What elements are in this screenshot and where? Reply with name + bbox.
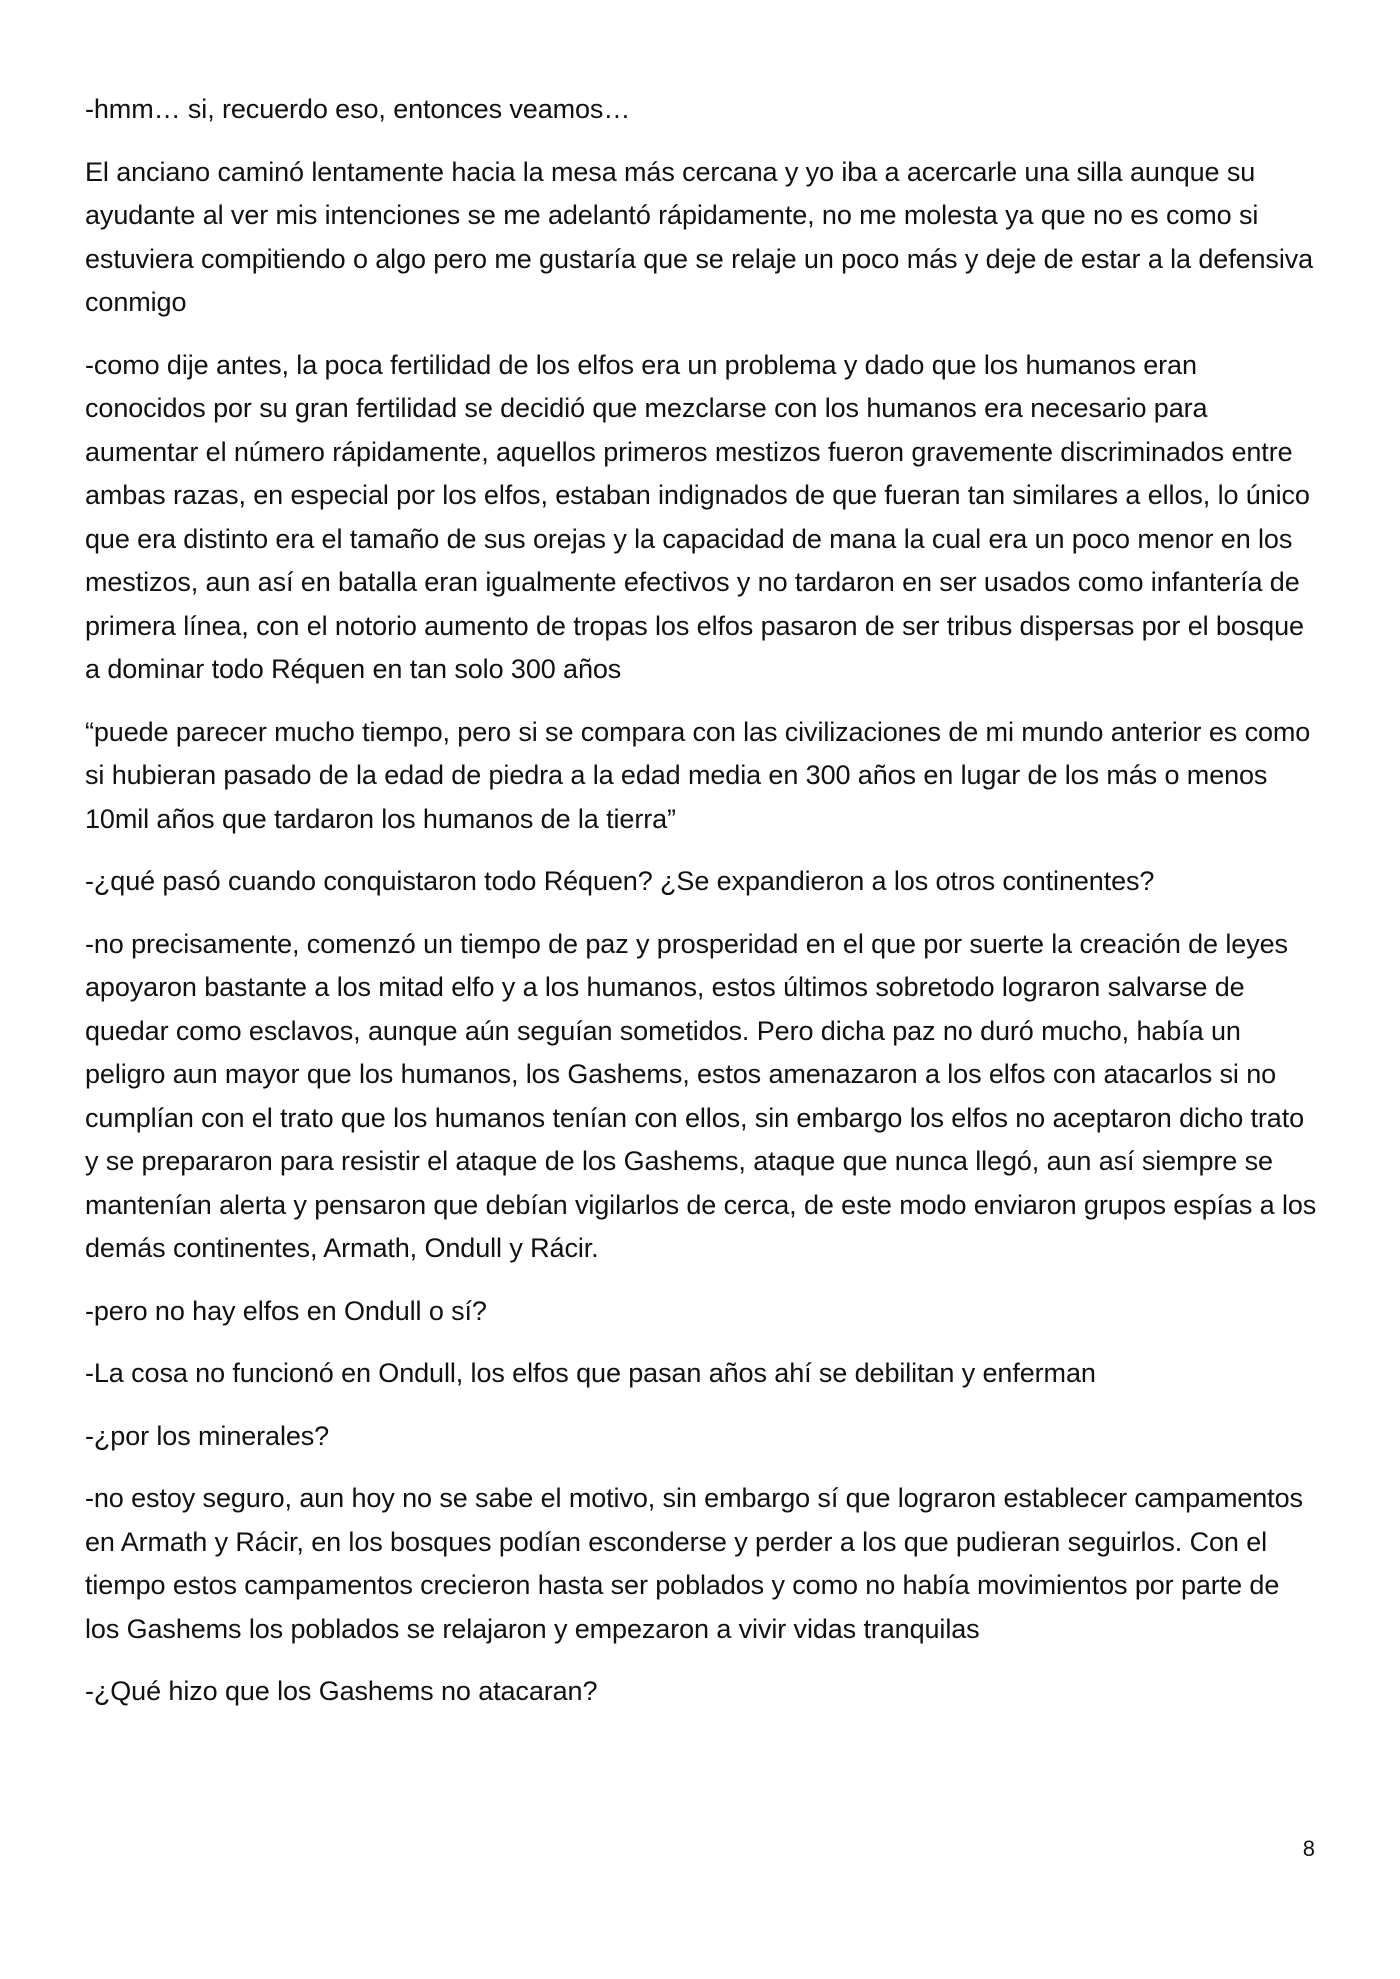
paragraph: -¿Qué hizo que los Gashems no atacaran? — [85, 1676, 598, 1706]
paragraph: -no estoy seguro, aun hoy no se sabe el motivo, sin embargo sí que lograron establecer campamentos en Armath y Rácir, en los bosques podían esconderse y perder a los que pudieran seguirlos. Con el tiempo estos campamentos crecieron hasta ser poblados y como no había movimientos por parte de los Gashems los poblados se relajaron y empezaron a vivir vidas tranquilas — [85, 1483, 1303, 1644]
document-body — [85, 88, 1320, 1733]
paragraph: -como dije antes, la poca fertilidad de los elfos era un problema y dado que los humanos eran conocidos por su gran fertilidad se decidió que mezclarse con los humanos era necesario para aumentar el número rápidamente, aquellos primeros mestizos fueron gravemente discriminados entre ambas razas, en especial por los elfos, estaban indignados de que fueran tan similares a ellos, lo único que era distinto era el tamaño de sus orejas y la capacidad de mana la cual era un poco menor en los mestizos, aun así en batalla eran igualmente efectivos y no tardaron en ser usados como infantería de primera línea, con el notorio aumento de tropas los elfos pasaron de ser tribus dispersas por el bosque a dominar todo Réquen en tan solo 300 años — [85, 349, 1310, 684]
paragraph: -¿por los minerales? — [85, 1420, 330, 1451]
paragraph: -La cosa no funcionó en Ondull, los elfos que pasan años ahí se debilitan y enferman — [85, 1358, 1096, 1388]
page-number: 8 — [1302, 1836, 1315, 1861]
paragraph: -pero no hay elfos en Ondull o sí? — [85, 1295, 487, 1326]
paragraph: -no precisamente, comenzó un tiempo de paz y prosperidad en el que por suerte la creación de leyes apoyaron bastante a los mitad elfo y a los humanos, estos últimos sobretodo lograron salvarse de quedar como esclavos, aunque aún seguían sometidos. Pero dicha paz no duró mucho, había un peligro aun mayor que los humanos, los Gashems, estos amenazaron a los elfos con atacarlos si no cumplían con el trato que los humanos tenían con ellos, sin embargo los elfos no aceptaron dicho trato y se prepararon para resistir el ataque de los Gashems, ataque que nunca llegó, aun así siempre se mantenían alerta y pensaron que debían vigilarlos de cerca, de este modo enviaron grupos espías a los demás continentes, Armath, Ondull y Rácir. — [85, 928, 1317, 1263]
paragraph: -hmm… si, recuerdo eso, entonces veamos… — [85, 94, 631, 124]
paragraph: El anciano caminó lentamente hacia la mesa más cercana y yo iba a acercarle una silla aunque su ayudante al ver mis intenciones se me adelantó rápidamente, no me molesta ya que no es como si estuviera compitiendo o algo pero me gustaría que se relaje un poco más y deje de estar a la defensiva conmigo — [85, 156, 1314, 317]
paragraph: -¿qué pasó cuando conquistaron todo Réquen? ¿Se expandieron a los otros continentes? — [85, 866, 1155, 896]
paragraph: “puede parecer mucho tiempo, pero si se compara con las civilizaciones de mi mundo anterior es como si hubieran pasado de la edad de piedra a la edad media en 300 años en lugar de los más o menos 10mil años que tardaron los humanos de la tierra” — [85, 716, 1311, 834]
